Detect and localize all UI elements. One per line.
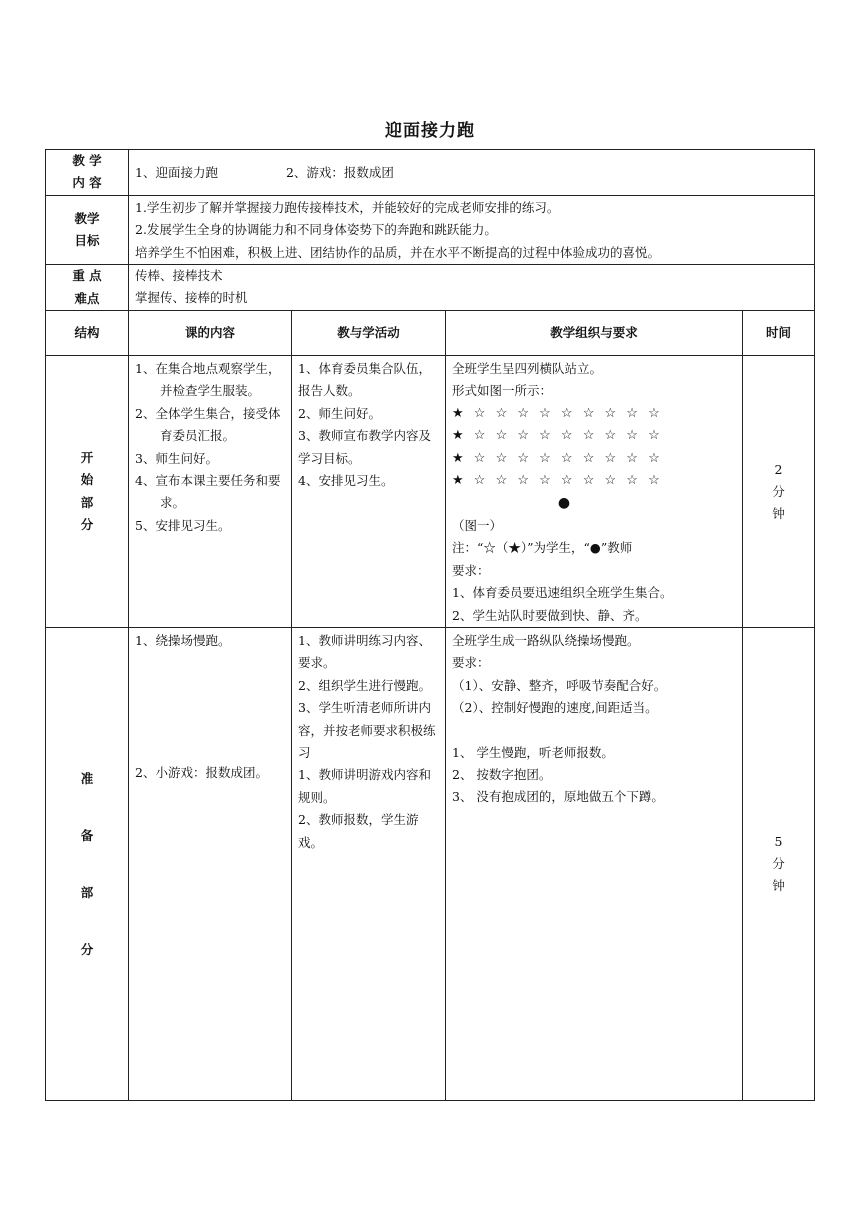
start-activity: 3、教师宣布教学内容及学习目标。 [298, 428, 431, 466]
header-content: 课的内容 [129, 311, 292, 356]
start-section-row [46, 356, 815, 628]
prep-requirements-label: 要求： [452, 655, 490, 671]
start-org-form: 形式如图一所示： [452, 383, 553, 399]
content-cell [129, 150, 815, 196]
header-row [46, 311, 815, 356]
formation-row: ★ ☆ ☆ ☆ ☆ ☆ ☆ ☆ ☆ ☆ [452, 450, 663, 466]
requirements-label: 要求： [452, 562, 490, 578]
page-title: 迎面接力跑 [385, 121, 475, 141]
prep-content-cell [129, 628, 292, 1101]
keypoints-cell [129, 265, 815, 311]
start-time: 2 分 钟 [743, 356, 815, 628]
formation-diagram [452, 403, 736, 515]
prep-activity: 1、教师讲明练习内容、要求。 [298, 633, 431, 671]
requirement-item: 1、体育委员要迅速组织全班学生集合。 [452, 585, 673, 601]
objective-line: 1.学生初步了解并掌握接力跑传接棒技术，并能较好的完成老师安排的练习。 [135, 199, 560, 215]
content-row [46, 150, 815, 196]
objectives-label: 教学 目标 [46, 195, 129, 264]
prep-organization-cell [446, 628, 743, 1101]
start-content-item: 2、全体学生集合，接受体育委员汇报。 [135, 405, 281, 444]
content-label: 教 学 内 容 [46, 150, 129, 196]
objectives-cell [129, 195, 815, 264]
game-rule: 2、 按数字抱团。 [452, 767, 552, 783]
start-org-intro: 全班学生呈四列横队站立。 [452, 361, 603, 377]
prep-org-intro: 全班学生成一路纵队绕操场慢跑。 [452, 633, 640, 649]
start-organization-cell [446, 356, 743, 628]
start-content-item: 4、宣布本课主要任务和要求。 [135, 473, 281, 511]
requirement-item: 2、学生站队时要做到快、静、齐。 [452, 607, 648, 623]
start-activity: 2、师生问好。 [298, 405, 381, 421]
objectives-row [46, 195, 815, 264]
objective-line: 2.发展学生全身的协调能力和不同身体姿势下的奔跑和跳跃能力。 [135, 222, 497, 238]
objective-line: 培养学生不怕困难，积极上进、团结协作的品质，并在水平不断提高的过程中体验成功的喜悦。 [135, 244, 661, 260]
lesson-plan-table [45, 149, 815, 1101]
keypoints-row [46, 265, 815, 311]
prep-activity: 1、教师讲明游戏内容和规则。 [298, 767, 431, 805]
figure-label: （图一） [452, 517, 503, 533]
prep-content-item: 1、绕操场慢跑。 [135, 633, 231, 649]
prep-activity: 3、学生听清老师所讲内容，并按老师要求积极练习 [298, 700, 436, 761]
difficulty-point: 掌握传、接棒的时机 [135, 290, 248, 306]
header-time: 时间 [743, 311, 815, 356]
content-item-1: 1、迎面接力跑 [135, 165, 218, 181]
prep-section-row [46, 628, 815, 1101]
header-organization: 教学组织与要求 [446, 311, 743, 356]
content-item-2: 2、游戏：报数成团 [285, 165, 394, 181]
header-activities: 教与学活动 [292, 311, 446, 356]
start-content-cell [129, 356, 292, 628]
game-rule: 1、 学生慢跑，听老师报数。 [452, 744, 614, 760]
prep-requirement: （2）、控制好慢跑的速度,间距适当。 [452, 700, 658, 716]
prep-section-label: 准 备 部 分 [46, 628, 129, 1101]
start-activities-cell [292, 356, 446, 628]
prep-activity: 2、教师报数，学生游戏。 [298, 812, 419, 850]
legend-note: 注：“☆（★）”为学生，“●”教师 [452, 540, 633, 556]
keypoints-label: 重 点 难点 [46, 265, 129, 311]
prep-content-item: 2、小游戏：报数成团。 [135, 765, 268, 781]
formation-row: ★ ☆ ☆ ☆ ☆ ☆ ☆ ☆ ☆ ☆ [452, 405, 663, 421]
formation-row: ★ ☆ ☆ ☆ ☆ ☆ ☆ ☆ ☆ ☆ [452, 473, 663, 489]
start-section-label: 开 始 部 分 [46, 356, 129, 628]
prep-activities-cell [292, 628, 446, 1101]
teacher-marker: ● [557, 495, 571, 512]
key-point: 传棒、接棒技术 [135, 268, 223, 284]
start-activity: 1、体育委员集合队伍，报告人数。 [298, 361, 431, 399]
header-structure: 结构 [46, 311, 129, 356]
formation-row: ★ ☆ ☆ ☆ ☆ ☆ ☆ ☆ ☆ ☆ [452, 428, 663, 444]
prep-time: 5 分 钟 [743, 628, 815, 1101]
prep-activity: 2、组织学生进行慢跑。 [298, 677, 431, 693]
start-activity: 4、安排见习生。 [298, 473, 394, 489]
game-rule: 3、 没有抱成团的，原地做五个下蹲。 [452, 789, 664, 805]
prep-requirement: （1）、安静、整齐，呼吸节奏配合好。 [452, 677, 667, 693]
start-content-item: 3、师生问好。 [135, 450, 218, 466]
start-content-item: 1、在集合地点观察学生，并检查学生服装。 [135, 361, 281, 399]
start-content-item: 5、安排见习生。 [135, 517, 231, 533]
